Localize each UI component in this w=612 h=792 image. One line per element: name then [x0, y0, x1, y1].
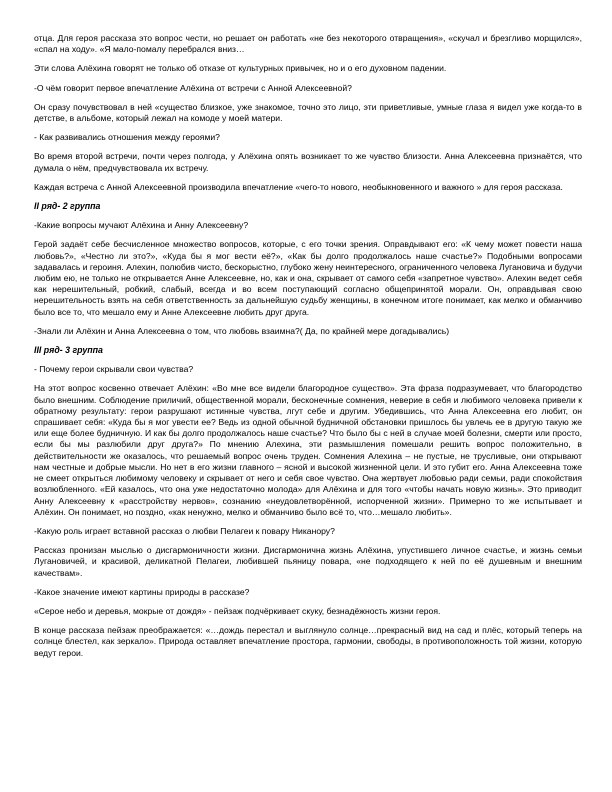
paragraph: Рассказ пронизан мыслью о дисгармоничности жизни. Дисгармонична жизнь Алёхина, упустившего личное счастье, и жизнь семьи Лугановичей, и красивой, деликатной Пелагеи, любившей пьяницу повара, «не подходящего к ней по её душевным и внешним качествам». [34, 545, 582, 578]
section-heading: II ряд- 2 группа [34, 201, 101, 212]
paragraph: Каждая встреча с Анной Алексеевной производила впечатление «чего-то нового, необыкновенного и важного » для героя рассказа. [34, 181, 563, 192]
question: -О чём говорит первое впечатление Алёхина от встречи с Анной Алексеевной? [34, 82, 352, 93]
paragraph: Он сразу почувствовал в ней «существо близкое, уже знакомое, точно это лицо, эти приветливые, умные глаза я видел уже когда-то в детстве, в альбоме, который лежал на комоде у моей матери. [34, 101, 582, 124]
paragraph: «Серое небо и деревья, мокрые от дождя» - пейзаж подчёркивает скуку, безнадёжность жизни героя. [34, 605, 441, 616]
paragraph: На этот вопрос косвенно отвечает Алёхин: «Во мне все видели благородное существо». Эта фраза подразумевает, что благородство было внешним. Соблюдение приличий, общественной морали, бесконечные сомнения, неверие в себя и любимого человека привели к обратному результату: герои разрушают истинные чувства, лгут себе и другим. Убедившись, что Анна Алексеевна его любит, он спрашивает себя: «Куда бы я мог увести ее? Ведь из одной обычной будничной обстановки пришлось бы увлечь ее в другую такую же или еще более будничную. И как бы долго продолжалось наше счастье? Что было бы с ней в случае моей болезни, смерти или просто, если бы мы разлюбили друг друга?» По мнению Алехина, эти размышления помешали решить вопрос положительно, в действительности же оказалось, что решаемый вопрос очень труден. Сомнения Алехина – не пустые, не трусливые, они открывают нам честные и добрые мысли. Но нет в его жизни главного – ясной и высокой жизненной цели. И это губит его. Анна Алексеевна тоже не смеет открыться любимому человеку и скрывает от него и себя свое чувство. Она жертвует любовью ради семьи, ради спокойствия возлюбленного. «Ей казалось, что она уже недостаточно молода» для Алёхина и для того «чтобы начать новую жизнь». Это приводит Анну Алексеевну к «расстройству нервов», сознанию «неудовлетворённой, испорченной жизни». Примерно то же испытывает и Алёхин. Он понимает, но поздно, «как ненужно, мелко и обманчиво было всё то, что…мешало любить». [34, 383, 582, 517]
paragraph: Во время второй встречи, почти через полгода, у Алёхина опять возникает то же чувство близости. Анна Алексеевна признаётся, что думала о нём, предчувствовала их встречу. [34, 151, 582, 173]
paragraph: Герой задаёт себе бесчисленное множество вопросов, которые, с его точки зрения. Оправдывают его: «К чему может повести наша любовь?», «Честно ли это?», «Куда бы я мог вести её?», «Как бы долго продолжалось наше счастье?» Подобными вопросами задавалась и героиня. Алехин, полюбив чисто, бескорыстно, глубоко жену неинтересного, ограниченного человека Лугановича и будучи любим ею, не только не открывается Анне Алексеевне, но, как и она, скрывает от самого себя «запретное чувство». Алехин ведет себя как нерешительный, робкий, слабый, всегда и во всем поступающий согласно общепринятой морали. Он, оправдывая свою нерешительность взять на себя ответственность за дальнейшую судьбу женщины, в конечном итоге понимает, как мелко и обманчиво было все то, что мешало ему и Анне Алексеевне любить друг друга. [34, 239, 582, 317]
paragraph: отца. Для героя рассказа это вопрос чести, но решает он работать «не без некоторого отвращения», «скучал и брезгливо морщился», «спал на ходу». «Я мало-помалу перебрался вниз… [34, 33, 582, 55]
question: -Знали ли Алёхин и Анна Алексеевна о том, что любовь взаимна?( Да, по крайней мере догадывались) [34, 325, 450, 336]
paragraph: В конце рассказа пейзаж преображается: «…дождь перестал и выглянуло солнце…прекрасный вид на сад и плёс, который теперь на солнце блестел, как зеркало». Природа оставляет впечатление простора, гармонии, свободы, в противоположность той жизни, которую ведут герои. [34, 625, 582, 658]
question: -Какую роль играет вставной рассказ о любви Пелагеи к повару Никанору? [34, 525, 335, 536]
question: - Как развивались отношения между героями? [34, 132, 220, 143]
document-body [34, 33, 582, 667]
section-heading: III ряд- 3 группа [34, 345, 103, 356]
question: - Почему герои скрывали свои чувства? [34, 364, 194, 375]
paragraph: Эти слова Алёхина говорят не только об отказе от культурных привычек, но и о его духовном падении. [34, 63, 447, 74]
question: -Какое значение имеют картины природы в рассказе? [34, 586, 250, 597]
question: -Какие вопросы мучают Алёхина и Анну Алексеевну? [34, 220, 249, 231]
